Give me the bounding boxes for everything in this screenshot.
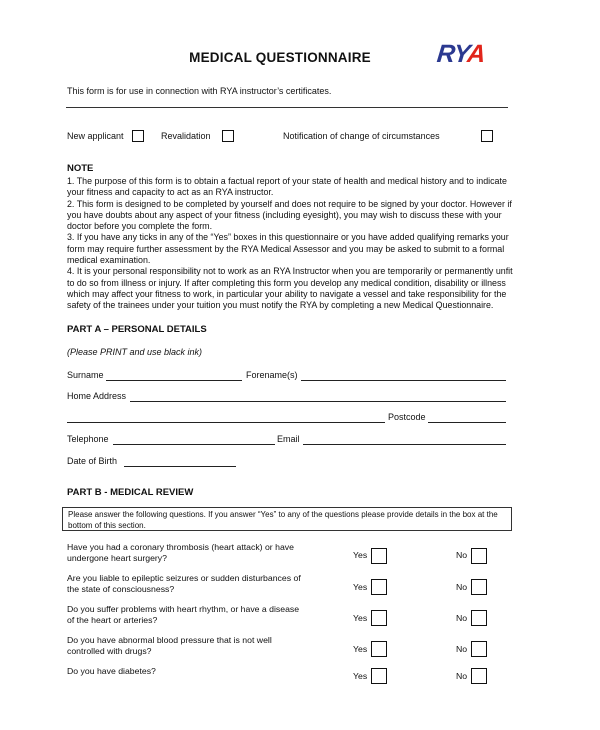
yes-checkbox[interactable] bbox=[371, 641, 387, 657]
intro-text: This form is for use in connection with RYA instructor’s certificates. bbox=[67, 86, 332, 96]
question-text: Do you have diabetes? bbox=[67, 666, 156, 676]
no-checkbox[interactable] bbox=[471, 641, 487, 657]
no-label: No bbox=[456, 550, 468, 560]
dob-label: Date of Birth bbox=[67, 456, 118, 466]
part-a-heading: PART A – PERSONAL DETAILS bbox=[67, 324, 207, 335]
notification-checkbox[interactable] bbox=[481, 130, 493, 142]
divider bbox=[66, 107, 508, 108]
dob-field[interactable] bbox=[124, 466, 236, 467]
forenames-label: Forename(s) bbox=[246, 370, 298, 380]
yes-label: Yes bbox=[353, 671, 368, 681]
note-item: 4. It is your personal responsibility not to work as an RYA Instructor when you are temporarily or permanently unfit to do so from illness or injury. If after completing this form you develop any medical condition, disability or illness which may affect your fitness to work, in particular your ability to navigate a vessel and take responsibility for the safety of the trainees under your tuition you must notify the RYA by completing a new Medical Questionnaire. bbox=[67, 266, 513, 311]
notification-label: Notification of change of circumstances bbox=[283, 131, 440, 141]
yes-label: Yes bbox=[353, 582, 368, 592]
revalidation-checkbox[interactable] bbox=[222, 130, 234, 142]
telephone-label: Telephone bbox=[67, 434, 109, 444]
yes-label: Yes bbox=[353, 644, 368, 654]
yes-checkbox[interactable] bbox=[371, 610, 387, 626]
note-item: 2. This form is designed to be completed by yourself and does not require to be signed by your doctor. However if you have doubts about any aspect of your fitness (including eyesight), you may wish to discuss these with your doctor before you complete the form. bbox=[67, 198, 512, 232]
no-label: No bbox=[456, 644, 468, 654]
yes-label: Yes bbox=[353, 550, 368, 560]
note-item: 3. If you have any ticks in any of the “Yes” boxes in this questionnaire or you have added qualifying remarks your form may require further assessment by the RYA Medical Assessor and you may be asked to submit to a formal medical examination. bbox=[67, 232, 509, 266]
no-label: No bbox=[456, 613, 468, 623]
no-checkbox[interactable] bbox=[471, 579, 487, 595]
no-label: No bbox=[456, 671, 468, 681]
question-text: Are you liable to epileptic seizures or sudden disturbances of the state of consciousness? bbox=[67, 573, 301, 594]
logo-text: RY bbox=[435, 40, 469, 68]
part-b-instruction: Please answer the following questions. If you answer “Yes” to any of the questions please provide details in the box at the bottom of this section. bbox=[62, 507, 512, 531]
no-label: No bbox=[456, 582, 468, 592]
question-text: Do you suffer problems with heart rhythm, or have a disease of the heart or arteries? bbox=[67, 604, 300, 625]
yes-checkbox[interactable] bbox=[371, 579, 387, 595]
no-checkbox[interactable] bbox=[471, 548, 487, 564]
email-label: Email bbox=[277, 434, 300, 444]
part-b-heading: PART B - MEDICAL REVIEW bbox=[67, 487, 194, 498]
surname-label: Surname bbox=[67, 370, 104, 380]
new-applicant-label: New applicant bbox=[67, 131, 124, 141]
postcode-label: Postcode bbox=[388, 412, 426, 422]
email-field[interactable] bbox=[303, 444, 506, 445]
no-checkbox[interactable] bbox=[471, 610, 487, 626]
home-address-field-2[interactable] bbox=[67, 422, 385, 423]
note-list bbox=[67, 176, 517, 312]
yes-checkbox[interactable] bbox=[371, 548, 387, 564]
home-address-field[interactable] bbox=[130, 401, 506, 402]
yes-checkbox[interactable] bbox=[371, 668, 387, 684]
postcode-field[interactable] bbox=[428, 422, 506, 423]
forenames-field[interactable] bbox=[301, 380, 506, 381]
surname-field[interactable] bbox=[106, 380, 242, 381]
page-title: MEDICAL QUESTIONNAIRE bbox=[189, 50, 371, 65]
rya-logo bbox=[435, 40, 486, 69]
home-address-label: Home Address bbox=[67, 391, 127, 401]
yes-label: Yes bbox=[353, 613, 368, 623]
note-item: 1. The purpose of this form is to obtain a factual report of your state of health and medical history and to indicate your fitness and capacity to act as an RYA instructor. bbox=[67, 176, 507, 198]
question-text: Do you have abnormal blood pressure that is not well controlled with drugs? bbox=[67, 635, 272, 656]
part-a-instruction: (Please PRINT and use black ink) bbox=[67, 347, 203, 357]
telephone-field[interactable] bbox=[113, 444, 275, 445]
logo-accent-text: A bbox=[466, 40, 487, 68]
no-checkbox[interactable] bbox=[471, 668, 487, 684]
revalidation-label: Revalidation bbox=[161, 131, 211, 141]
question-text: Have you had a coronary thrombosis (heart attack) or have undergone heart surgery? bbox=[67, 542, 294, 563]
note-heading: NOTE bbox=[67, 163, 94, 174]
new-applicant-checkbox[interactable] bbox=[132, 130, 144, 142]
